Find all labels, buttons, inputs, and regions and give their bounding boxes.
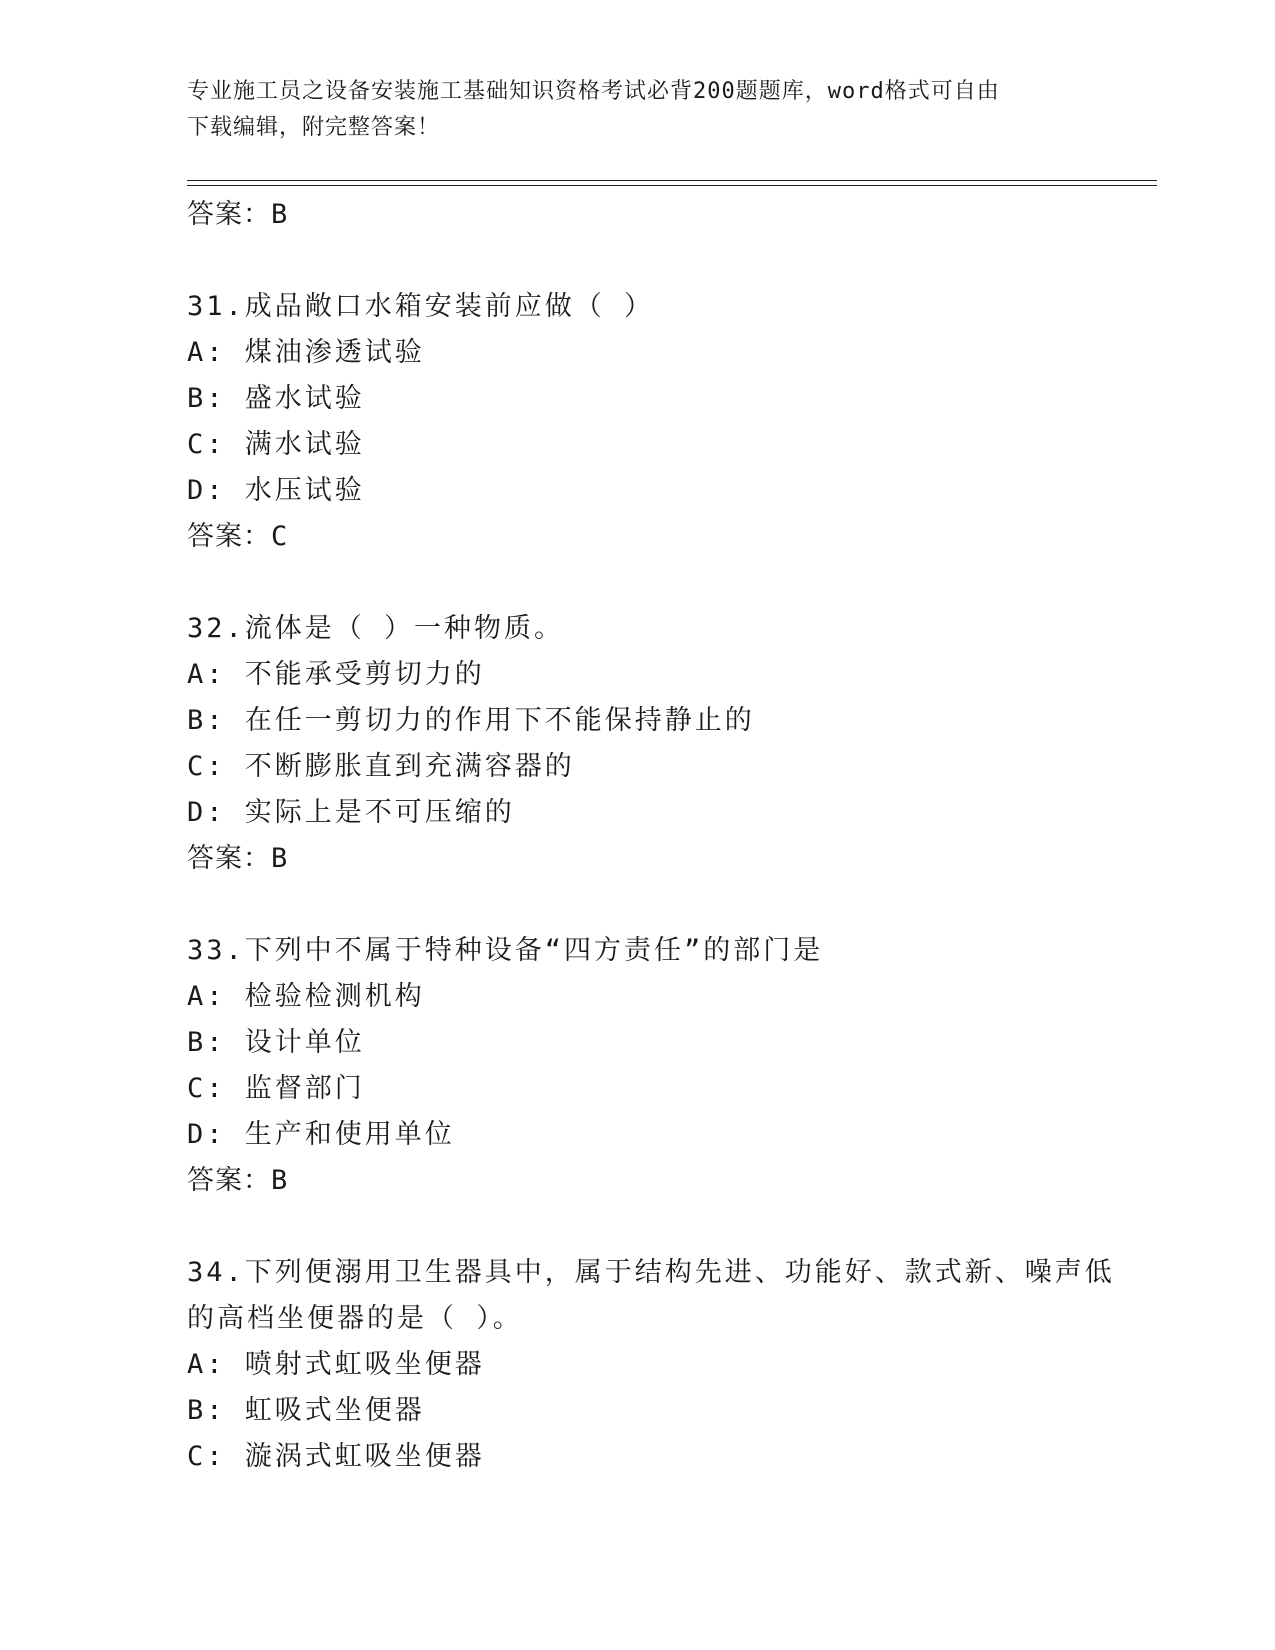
question-list — [187, 192, 1147, 1480]
answer-value: C — [271, 521, 289, 552]
answer-line — [187, 836, 1147, 882]
question-32 — [187, 606, 1147, 882]
answer-label: 答案： — [187, 843, 271, 874]
option-c: C: 监督部门 — [187, 1073, 365, 1104]
header-divider-top — [187, 180, 1157, 181]
answer-label: 答案： — [187, 521, 271, 552]
answer-value: B — [271, 1165, 289, 1196]
header-line-1: 专业施工员之设备安装施工基础知识资格考试必背200题题库，word格式可自由 — [187, 79, 1000, 104]
answer-line — [187, 514, 1147, 560]
option-a: A: 检验检测机构 — [187, 981, 425, 1012]
option-c: C: 满水试验 — [187, 429, 365, 460]
document-header — [187, 74, 1067, 146]
option-a: A: 喷射式虹吸坐便器 — [187, 1349, 485, 1380]
question-stem-line-1: 34.下列便溺用卫生器具中，属于结构先进、功能好、款式新、噪声低 — [187, 1257, 1115, 1288]
option-b: B: 设计单位 — [187, 1027, 365, 1058]
answer-value: B — [271, 843, 289, 874]
question-stem: 32.流体是（ ）一种物质。 — [187, 613, 565, 644]
question-31 — [187, 284, 1147, 560]
option-a: A: 煤油渗透试验 — [187, 337, 425, 368]
option-d: D: 生产和使用单位 — [187, 1119, 455, 1150]
answer-line — [187, 192, 1147, 238]
option-d: D: 水压试验 — [187, 475, 365, 506]
question-stem: 33.下列中不属于特种设备“四方责任”的部门是 — [187, 935, 824, 966]
answer-value: B — [271, 199, 289, 230]
answer-label: 答案： — [187, 1165, 271, 1196]
option-c: C: 不断膨胀直到充满容器的 — [187, 751, 575, 782]
option-a: A: 不能承受剪切力的 — [187, 659, 485, 690]
answer-line — [187, 1158, 1147, 1204]
question-stem: 31.成品敞口水箱安装前应做（ ） — [187, 291, 655, 322]
option-b: B: 虹吸式坐便器 — [187, 1395, 425, 1426]
option-c: C: 漩涡式虹吸坐便器 — [187, 1441, 485, 1472]
question-33 — [187, 928, 1147, 1204]
option-b: B: 在任一剪切力的作用下不能保持静止的 — [187, 705, 755, 736]
question-stem-line-2: 的高档坐便器的是（ ）。 — [187, 1303, 523, 1334]
answer-label: 答案： — [187, 199, 271, 230]
option-b: B: 盛水试验 — [187, 383, 365, 414]
option-d: D: 实际上是不可压缩的 — [187, 797, 515, 828]
header-divider-bottom — [187, 185, 1157, 186]
question-34 — [187, 1250, 1147, 1480]
header-line-2: 下载编辑，附完整答案！ — [187, 115, 441, 140]
